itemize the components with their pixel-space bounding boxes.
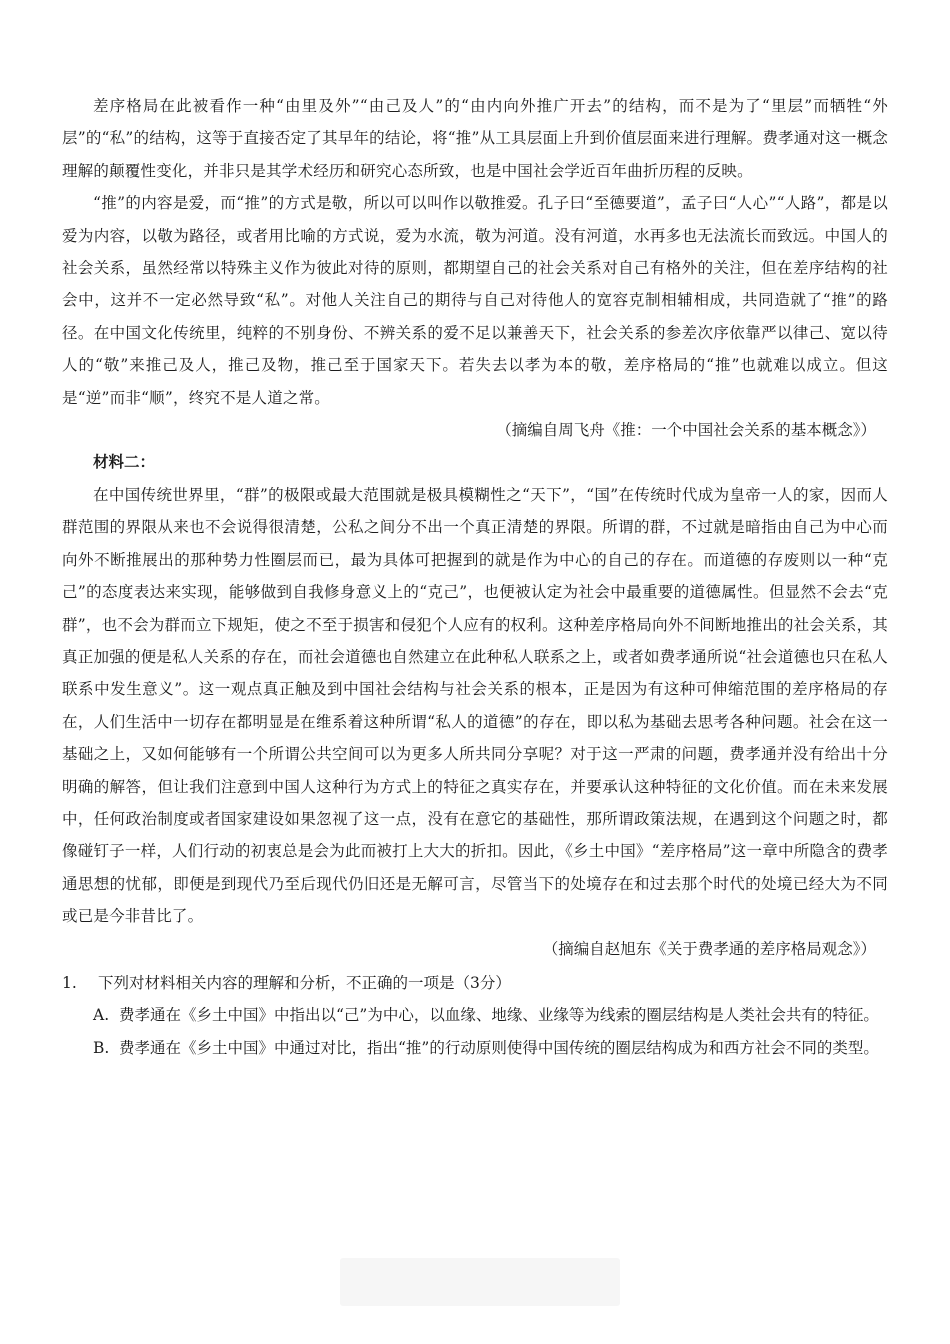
exam-page xyxy=(62,90,888,1064)
scan-smudge xyxy=(340,1258,620,1306)
paragraph-2: “推”的内容是爱，而“推”的方式是敬，所以可以叫作以敬推爱。孔子曰“至德要道”，孟子曰“人心”“人路”，都是以爱为内容，以敬为路径，或者用比喻的方式说，爱为水流，敬为河道。没有河道，水再多也无法流长而致远。中国人的社会关系，虽然经常以特殊主义作为彼此对待的原则，都期望自己的社会关系对自己有格外的关注，但在差序结构的社会中，这并不一定必然导致“私”。对他人关注自己的期待与自己对待他人的宽容克制相辅相成，共同造就了“推”的路径。在中国文化传统里，纯粹的不别身份、不辨关系的爱不足以兼善天下，社会关系的参差次序依靠严以律己、宽以待人的“敬”来推己及人，推己及物，推己至于国家天下。若失去以孝为本的敬，差序格局的“推”也就难以成立。但这是“逆”而非“顺”，终究不是人道之常。 xyxy=(62,194,888,407)
question-text: 下列对材料相关内容的理解和分析，不正确的一项是（3分） xyxy=(98,973,511,992)
question-1 xyxy=(62,967,888,1064)
source-citation-2: （摘编自赵旭东《关于费孝通的差序格局观念》） xyxy=(542,939,876,958)
source-citation-1: （摘编自周飞舟《推：一个中国社会关系的基本概念》） xyxy=(496,421,876,440)
option-a xyxy=(93,999,888,1031)
option-a-text: 费孝通在《乡土中国》中指出以“己”为中心，以血缘、地缘、业缘等为线索的圈层结构是人类社会共有的特征。 xyxy=(119,1006,879,1025)
material-two-heading: 材料二： xyxy=(93,452,156,472)
paragraph-1: 差序格局在此被看作一种“由里及外”“由己及人”的“由内向外推广开去”的结构，而不是为了“里层”而牺牲“外层”的“私”的结构，这等于直接否定了其早年的结论，将“推”从工具层面上升到价值层面来进行理解。费孝通对这一概念理解的颠覆性变化，并非只是其学术经历和研究心态所致，也是中国社会学近百年曲折历程的反映。 xyxy=(62,97,888,180)
option-b xyxy=(93,1032,888,1064)
question-stem xyxy=(62,967,888,999)
material-two-text: 在中国传统世界里，“群”的极限或最大范围就是极具模糊性之“天下”，“国”在传统时代成为皇帝一人的家，因而人群范围的界限从来也不会说得很清楚，公私之间分不出一个真正清楚的界限。所谓的群，不过就是暗指由自己为中心而向外不断推展出的那种势力性圈层而已，最为具体可把握到的就是作为中心的自己的存在。而道德的存废则以一种“克己”的态度表达来实现，能够做到自我修身意义上的“克己”，也便被认定为社会中最重要的道德属性。但显然不会去“克群”，也不会为群而立下规矩，使之不至于损害和侵犯个人应有的权利。这种差序格局向外不间断地推出的社会关系，其真正加强的便是私人关系的存在，而社会道德也自然建立在此种私人联系之上，或者如费孝通所说“社会道德也只在私人联系中发生意义”。这一观点真正触及到中国社会结构与社会关系的根本，正是因为有这种可伸缩范围的差序格局的存在，人们生活中一切存在都明显是在维系着这种所谓“私人的道德”的存在，即以私为基础去思考各种问题。社会在这一基础之上，又如何能够有一个所谓公共空间可以为更多人所共同分享呢？对于这一严肃的问题，费孝通并没有给出十分明确的解答，但让我们注意到中国人这种行为方式上的特征之真实存在，并要承认这种特征的文化价值。而在未来发展中，任何政治制度或者国家建设如果忽视了这一点，没有在意它的基础性，那所谓政策法规，在遇到这个问题之时，都像碰钉子一样，人们行动的初衷总是会为此而被打上大大的折扣。因此，《乡土中国》“差序格局”这一章中所隐含的费孝通思想的忧郁，即便是到现代乃至后现代仍旧还是无解可言，尽管当下的处境存在和过去那个时代的处境已经大为不同或已是今非昔比了。 xyxy=(62,485,888,926)
option-b-text: 费孝通在《乡土中国》中通过对比，指出“推”的行动原则使得中国传统的圈层结构成为和西方社会不同的类型。 xyxy=(119,1038,879,1057)
option-a-letter: A. xyxy=(93,1006,110,1025)
option-b-letter: B. xyxy=(93,1038,110,1057)
question-number: 1. xyxy=(62,973,77,992)
